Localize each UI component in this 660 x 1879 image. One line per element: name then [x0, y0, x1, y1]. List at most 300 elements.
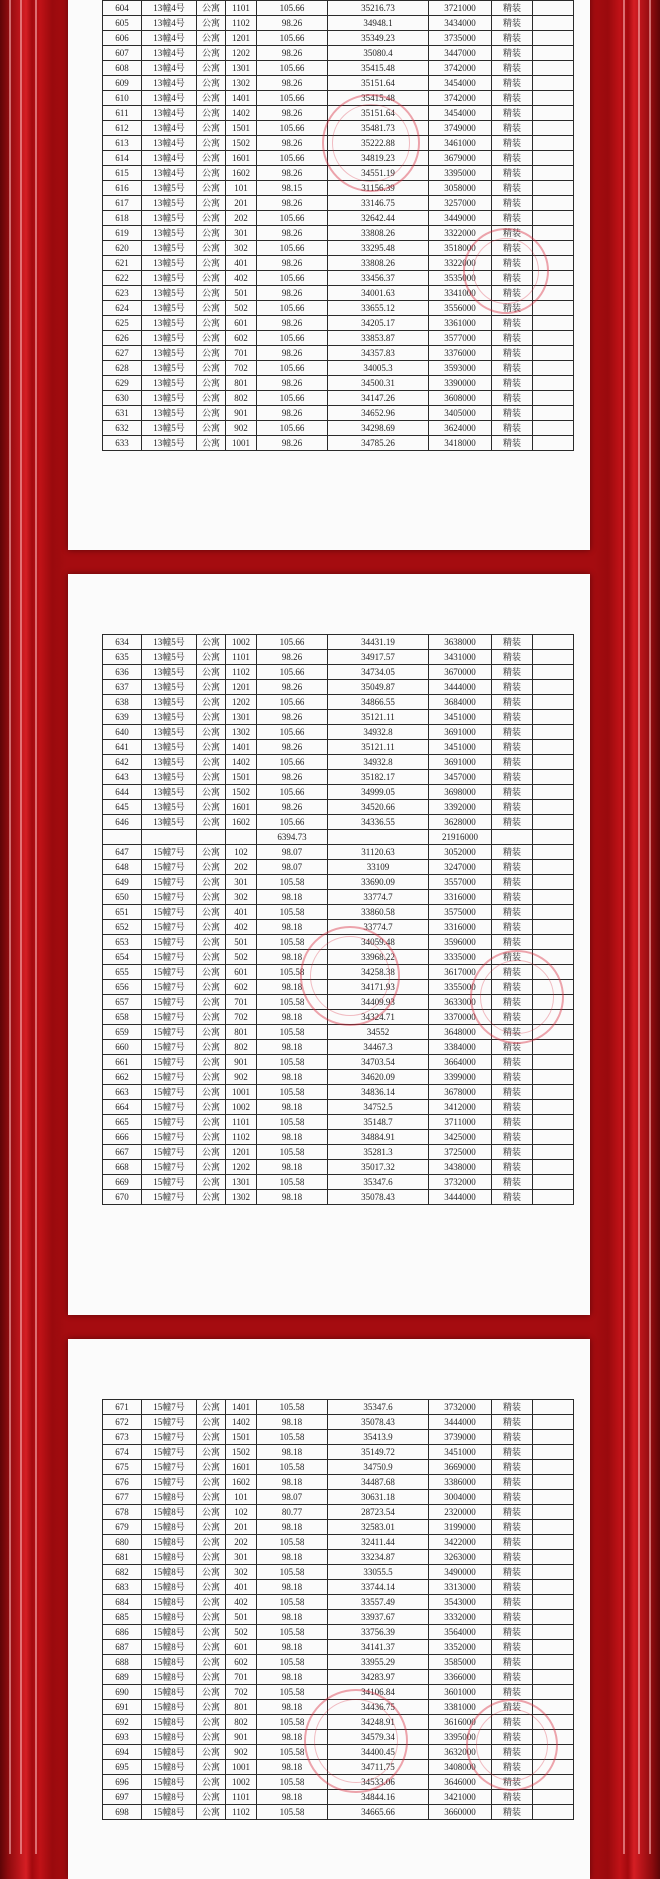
serial-no-cell: 657	[103, 995, 142, 1010]
area-cell: 98.18	[257, 1475, 328, 1490]
area-cell: 105.58	[257, 935, 328, 950]
serial-no-cell: 647	[103, 845, 142, 860]
type-cell: 公寓	[197, 950, 226, 965]
serial-no-cell: 609	[103, 76, 142, 91]
decoration-cell: 精装	[492, 1565, 533, 1580]
total-price-cell: 3616000	[429, 1715, 492, 1730]
type-cell: 公寓	[197, 800, 226, 815]
area-cell: 98.18	[257, 1760, 328, 1775]
area-cell: 98.18	[257, 1130, 328, 1145]
table-row	[103, 181, 574, 196]
total-price-cell: 3263000	[429, 1550, 492, 1565]
decoration-cell: 精装	[492, 61, 533, 76]
room-cell: 1102	[226, 665, 257, 680]
area-cell: 105.66	[257, 725, 328, 740]
room-cell: 202	[226, 860, 257, 875]
type-cell: 公寓	[197, 1610, 226, 1625]
total-price-cell: 3543000	[429, 1595, 492, 1610]
remark-cell	[533, 1775, 574, 1790]
remark-cell	[533, 1025, 574, 1040]
area-cell: 98.26	[257, 316, 328, 331]
unit-price-cell: 32642.44	[328, 211, 429, 226]
serial-no-cell: 616	[103, 181, 142, 196]
area-cell: 105.58	[257, 965, 328, 980]
room-cell: 901	[226, 406, 257, 421]
remark-cell	[533, 725, 574, 740]
remark-cell	[533, 875, 574, 890]
area-cell: 98.07	[257, 845, 328, 860]
building-cell: 15幢7号	[142, 1085, 197, 1100]
decoration-cell: 精装	[492, 391, 533, 406]
type-cell: 公寓	[197, 166, 226, 181]
unit-price-cell: 33557.49	[328, 1595, 429, 1610]
room-cell: 1102	[226, 16, 257, 31]
remark-cell	[533, 376, 574, 391]
remark-cell	[533, 1175, 574, 1190]
type-cell: 公寓	[197, 1115, 226, 1130]
area-cell: 98.26	[257, 376, 328, 391]
table-row	[103, 166, 574, 181]
building-cell: 15幢8号	[142, 1730, 197, 1745]
total-price-cell: 3679000	[429, 151, 492, 166]
table-row	[103, 1535, 574, 1550]
serial-no-cell: 680	[103, 1535, 142, 1550]
area-cell: 105.66	[257, 1, 328, 16]
remark-cell	[533, 1055, 574, 1070]
remark-cell	[533, 256, 574, 271]
total-price-cell: 3004000	[429, 1490, 492, 1505]
serial-no-cell: 604	[103, 1, 142, 16]
area-cell: 98.18	[257, 1415, 328, 1430]
type-cell: 公寓	[197, 1040, 226, 1055]
room-cell: 401	[226, 256, 257, 271]
building-cell: 15幢8号	[142, 1775, 197, 1790]
remark-cell	[533, 1400, 574, 1415]
type-cell: 公寓	[197, 995, 226, 1010]
type-cell: 公寓	[197, 890, 226, 905]
serial-no-cell: 644	[103, 785, 142, 800]
building-cell: 15幢7号	[142, 1160, 197, 1175]
total-price-cell: 3739000	[429, 1430, 492, 1445]
area-cell: 98.18	[257, 1520, 328, 1535]
room-cell: 1002	[226, 635, 257, 650]
room-cell: 401	[226, 905, 257, 920]
area-cell: 98.18	[257, 980, 328, 995]
serial-no-cell: 638	[103, 695, 142, 710]
total-price-cell: 3632000	[429, 1745, 492, 1760]
room-cell: 1301	[226, 1175, 257, 1190]
decoration-cell: 精装	[492, 1670, 533, 1685]
building-cell: 13幢5号	[142, 665, 197, 680]
building-cell: 15幢7号	[142, 1430, 197, 1445]
area-cell: 105.66	[257, 331, 328, 346]
remark-cell	[533, 1040, 574, 1055]
unit-price-cell: 34298.69	[328, 421, 429, 436]
type-cell: 公寓	[197, 1640, 226, 1655]
table-row	[103, 1610, 574, 1625]
price-table-page-1	[102, 0, 574, 451]
type-cell: 公寓	[197, 1010, 226, 1025]
total-price-cell: 3669000	[429, 1460, 492, 1475]
total-price-cell: 3691000	[429, 725, 492, 740]
remark-cell	[533, 436, 574, 451]
building-cell: 15幢7号	[142, 1115, 197, 1130]
type-cell: 公寓	[197, 1580, 226, 1595]
decoration-cell: 精装	[492, 665, 533, 680]
area-cell: 98.18	[257, 1040, 328, 1055]
table-row	[103, 376, 574, 391]
serial-no-cell: 622	[103, 271, 142, 286]
decoration-cell: 精装	[492, 421, 533, 436]
room-cell: 1402	[226, 755, 257, 770]
remark-cell	[533, 76, 574, 91]
border-stripe-right-2	[638, 0, 640, 1854]
decoration-cell: 精装	[492, 725, 533, 740]
total-price-cell: 2320000	[429, 1505, 492, 1520]
total-price-cell: 3444000	[429, 1415, 492, 1430]
total-price-cell: 3628000	[429, 815, 492, 830]
remark-cell	[533, 770, 574, 785]
decoration-cell: 精装	[492, 1, 533, 16]
decoration-cell: 精装	[492, 770, 533, 785]
price-table-body-page-1	[103, 1, 574, 451]
serial-no-cell: 655	[103, 965, 142, 980]
building-cell: 15幢8号	[142, 1610, 197, 1625]
room-cell: 1602	[226, 1475, 257, 1490]
type-cell: 公寓	[197, 271, 226, 286]
area-cell: 105.58	[257, 995, 328, 1010]
remark-cell	[533, 61, 574, 76]
table-row	[103, 286, 574, 301]
price-table-page-3	[102, 1399, 574, 1820]
serial-no-cell: 653	[103, 935, 142, 950]
total-price-cell: 3535000	[429, 271, 492, 286]
total-price-cell: 3392000	[429, 800, 492, 815]
building-cell: 15幢7号	[142, 1040, 197, 1055]
table-row	[103, 1055, 574, 1070]
total-price-cell: 3199000	[429, 1520, 492, 1535]
decoration-cell: 精装	[492, 1610, 533, 1625]
total-price-cell: 3399000	[429, 1070, 492, 1085]
table-row	[103, 845, 574, 860]
unit-price-cell: 34400.45	[328, 1745, 429, 1760]
building-cell: 15幢8号	[142, 1715, 197, 1730]
area-cell: 105.58	[257, 875, 328, 890]
unit-price-cell: 34283.97	[328, 1670, 429, 1685]
remark-cell	[533, 331, 574, 346]
decoration-cell: 精装	[492, 211, 533, 226]
decoration-cell: 精装	[492, 91, 533, 106]
border-stripe-right-1	[623, 0, 625, 1854]
room-cell: 502	[226, 301, 257, 316]
serial-no-cell: 678	[103, 1505, 142, 1520]
serial-no-cell: 623	[103, 286, 142, 301]
type-cell: 公寓	[197, 1595, 226, 1610]
serial-no-cell: 635	[103, 650, 142, 665]
decoration-cell: 精装	[492, 241, 533, 256]
building-cell: 13幢5号	[142, 391, 197, 406]
decoration-cell: 精装	[492, 800, 533, 815]
room-cell: 601	[226, 316, 257, 331]
serial-no-cell: 671	[103, 1400, 142, 1415]
remark-cell	[533, 830, 574, 845]
total-price-cell: 3316000	[429, 920, 492, 935]
decoration-cell: 精装	[492, 226, 533, 241]
unit-price-cell: 33295.48	[328, 241, 429, 256]
room-cell: 101	[226, 1490, 257, 1505]
area-cell: 105.58	[257, 905, 328, 920]
room-cell: 1201	[226, 680, 257, 695]
serial-no-cell: 610	[103, 91, 142, 106]
serial-no-cell: 689	[103, 1670, 142, 1685]
total-price-cell: 3322000	[429, 256, 492, 271]
remark-cell	[533, 1190, 574, 1205]
unit-price-cell: 35151.64	[328, 76, 429, 91]
total-price-cell: 3633000	[429, 995, 492, 1010]
room-cell: 1101	[226, 1, 257, 16]
total-price-cell: 3678000	[429, 1085, 492, 1100]
document-page-3	[68, 1339, 590, 1879]
type-cell: 公寓	[197, 61, 226, 76]
table-row	[103, 1040, 574, 1055]
unit-price-cell: 35149.72	[328, 1445, 429, 1460]
room-cell: 502	[226, 1625, 257, 1640]
serial-no-cell: 685	[103, 1610, 142, 1625]
serial-no-cell: 684	[103, 1595, 142, 1610]
table-row	[103, 1760, 574, 1775]
total-price-cell: 3575000	[429, 905, 492, 920]
table-row	[103, 1025, 574, 1040]
decoration-cell: 精装	[492, 890, 533, 905]
type-cell: 公寓	[197, 211, 226, 226]
remark-cell	[533, 1460, 574, 1475]
total-price-cell: 3518000	[429, 241, 492, 256]
serial-no-cell: 625	[103, 316, 142, 331]
building-cell: 13幢5号	[142, 421, 197, 436]
serial-no-cell: 634	[103, 635, 142, 650]
building-cell: 15幢7号	[142, 950, 197, 965]
table-row	[103, 1130, 574, 1145]
building-cell: 15幢8号	[142, 1805, 197, 1820]
table-row	[103, 331, 574, 346]
building-cell: 13幢5号	[142, 286, 197, 301]
unit-price-cell: 34948.1	[328, 16, 429, 31]
room-cell: 902	[226, 1070, 257, 1085]
area-cell: 98.18	[257, 1670, 328, 1685]
room-cell: 1501	[226, 770, 257, 785]
total-price-cell: 3451000	[429, 740, 492, 755]
remark-cell	[533, 226, 574, 241]
total-price-cell: 3257000	[429, 196, 492, 211]
table-row	[103, 980, 574, 995]
area-cell: 98.18	[257, 1100, 328, 1115]
remark-cell	[533, 1625, 574, 1640]
table-row	[103, 1145, 574, 1160]
table-row	[103, 680, 574, 695]
type-cell: 公寓	[197, 1460, 226, 1475]
building-cell: 13幢4号	[142, 91, 197, 106]
total-price-cell: 3322000	[429, 226, 492, 241]
decoration-cell: 精装	[492, 1160, 533, 1175]
decoration-cell: 精装	[492, 1805, 533, 1820]
table-row	[103, 1550, 574, 1565]
remark-cell	[533, 785, 574, 800]
type-cell: 公寓	[197, 1175, 226, 1190]
serial-no-cell: 605	[103, 16, 142, 31]
type-cell: 公寓	[197, 1085, 226, 1100]
decoration-cell: 精装	[492, 785, 533, 800]
building-cell: 15幢8号	[142, 1520, 197, 1535]
room-cell: 1102	[226, 1805, 257, 1820]
decoration-cell: 精装	[492, 1685, 533, 1700]
total-price-cell: 3361000	[429, 316, 492, 331]
remark-cell	[533, 1685, 574, 1700]
serial-no-cell: 643	[103, 770, 142, 785]
type-cell: 公寓	[197, 376, 226, 391]
decoration-cell: 精装	[492, 256, 533, 271]
total-price-cell: 3596000	[429, 935, 492, 950]
serial-no-cell: 691	[103, 1700, 142, 1715]
room-cell: 802	[226, 1715, 257, 1730]
area-cell: 105.66	[257, 31, 328, 46]
total-price-cell: 3434000	[429, 16, 492, 31]
room-cell: 1402	[226, 106, 257, 121]
type-cell: 公寓	[197, 1445, 226, 1460]
building-cell: 15幢8号	[142, 1670, 197, 1685]
type-cell: 公寓	[197, 151, 226, 166]
remark-cell	[533, 1085, 574, 1100]
document-page-1	[68, 0, 590, 550]
type-cell: 公寓	[197, 1520, 226, 1535]
unit-price-cell: 34205.17	[328, 316, 429, 331]
unit-price-cell: 35049.87	[328, 680, 429, 695]
remark-cell	[533, 1535, 574, 1550]
area-cell: 98.26	[257, 196, 328, 211]
unit-price-cell: 34819.23	[328, 151, 429, 166]
area-cell: 98.07	[257, 860, 328, 875]
decoration-cell: 精装	[492, 710, 533, 725]
building-cell: 13幢5号	[142, 800, 197, 815]
remark-cell	[533, 301, 574, 316]
total-price-cell: 3608000	[429, 391, 492, 406]
unit-price-cell: 32583.01	[328, 1520, 429, 1535]
serial-no-cell: 674	[103, 1445, 142, 1460]
price-table-page-2	[102, 634, 574, 1205]
remark-cell	[533, 800, 574, 815]
type-cell: 公寓	[197, 1760, 226, 1775]
table-row	[103, 406, 574, 421]
room-cell: 501	[226, 935, 257, 950]
building-cell: 15幢8号	[142, 1595, 197, 1610]
remark-cell	[533, 1430, 574, 1445]
area-cell: 98.26	[257, 650, 328, 665]
building-cell: 15幢7号	[142, 965, 197, 980]
type-cell: 公寓	[197, 1025, 226, 1040]
total-price-cell: 3408000	[429, 1760, 492, 1775]
table-row	[103, 1670, 574, 1685]
total-price-cell: 3390000	[429, 376, 492, 391]
remark-cell	[533, 815, 574, 830]
table-row	[103, 875, 574, 890]
unit-price-cell: 33744.14	[328, 1580, 429, 1595]
total-price-cell: 3691000	[429, 755, 492, 770]
remark-cell	[533, 1670, 574, 1685]
remark-cell	[533, 1160, 574, 1175]
decoration-cell: 精装	[492, 76, 533, 91]
type-cell: 公寓	[197, 46, 226, 61]
unit-price-cell: 33853.87	[328, 331, 429, 346]
area-cell: 98.18	[257, 1550, 328, 1565]
type-cell: 公寓	[197, 436, 226, 451]
decoration-cell: 精装	[492, 815, 533, 830]
room-cell: 1501	[226, 121, 257, 136]
table-row	[103, 91, 574, 106]
table-row	[103, 1595, 574, 1610]
unit-price-cell: 34520.66	[328, 800, 429, 815]
area-cell: 105.66	[257, 421, 328, 436]
remark-cell	[533, 1760, 574, 1775]
total-price-cell: 3742000	[429, 91, 492, 106]
table-row	[103, 1, 574, 16]
total-price-cell: 3247000	[429, 860, 492, 875]
type-cell: 公寓	[197, 845, 226, 860]
decoration-cell: 精装	[492, 286, 533, 301]
decoration-cell: 精装	[492, 695, 533, 710]
area-cell: 105.58	[257, 1115, 328, 1130]
type-cell: 公寓	[197, 1160, 226, 1175]
total-price-cell: 3725000	[429, 1145, 492, 1160]
building-cell: 15幢7号	[142, 845, 197, 860]
type-cell: 公寓	[197, 1130, 226, 1145]
serial-no-cell: 639	[103, 710, 142, 725]
area-cell: 98.26	[257, 76, 328, 91]
building-cell: 13幢5号	[142, 271, 197, 286]
serial-no-cell: 698	[103, 1805, 142, 1820]
serial-no-cell: 632	[103, 421, 142, 436]
area-cell: 98.26	[257, 16, 328, 31]
building-cell: 15幢7号	[142, 1055, 197, 1070]
decoration-cell: 精装	[492, 1400, 533, 1415]
building-cell: 13幢5号	[142, 406, 197, 421]
table-row	[103, 316, 574, 331]
table-row	[103, 1430, 574, 1445]
serial-no-cell: 688	[103, 1655, 142, 1670]
area-cell: 98.15	[257, 181, 328, 196]
total-price-cell: 3732000	[429, 1400, 492, 1415]
area-cell: 98.26	[257, 436, 328, 451]
serial-no-cell: 613	[103, 136, 142, 151]
table-row	[103, 301, 574, 316]
decoration-cell: 精装	[492, 136, 533, 151]
room-cell: 702	[226, 361, 257, 376]
building-cell: 13幢4号	[142, 1, 197, 16]
unit-price-cell: 35347.6	[328, 1175, 429, 1190]
remark-cell	[533, 845, 574, 860]
unit-price-cell: 35222.88	[328, 136, 429, 151]
remark-cell	[533, 1655, 574, 1670]
room-cell: 1401	[226, 740, 257, 755]
unit-price-cell: 34703.54	[328, 1055, 429, 1070]
serial-no-cell: 656	[103, 980, 142, 995]
building-cell: 15幢8号	[142, 1535, 197, 1550]
decoration-cell: 精装	[492, 935, 533, 950]
decoration-cell: 精装	[492, 650, 533, 665]
decoration-cell: 精装	[492, 151, 533, 166]
serial-no-cell: 606	[103, 31, 142, 46]
table-row	[103, 1805, 574, 1820]
type-cell: 公寓	[197, 770, 226, 785]
type-cell: 公寓	[197, 1715, 226, 1730]
